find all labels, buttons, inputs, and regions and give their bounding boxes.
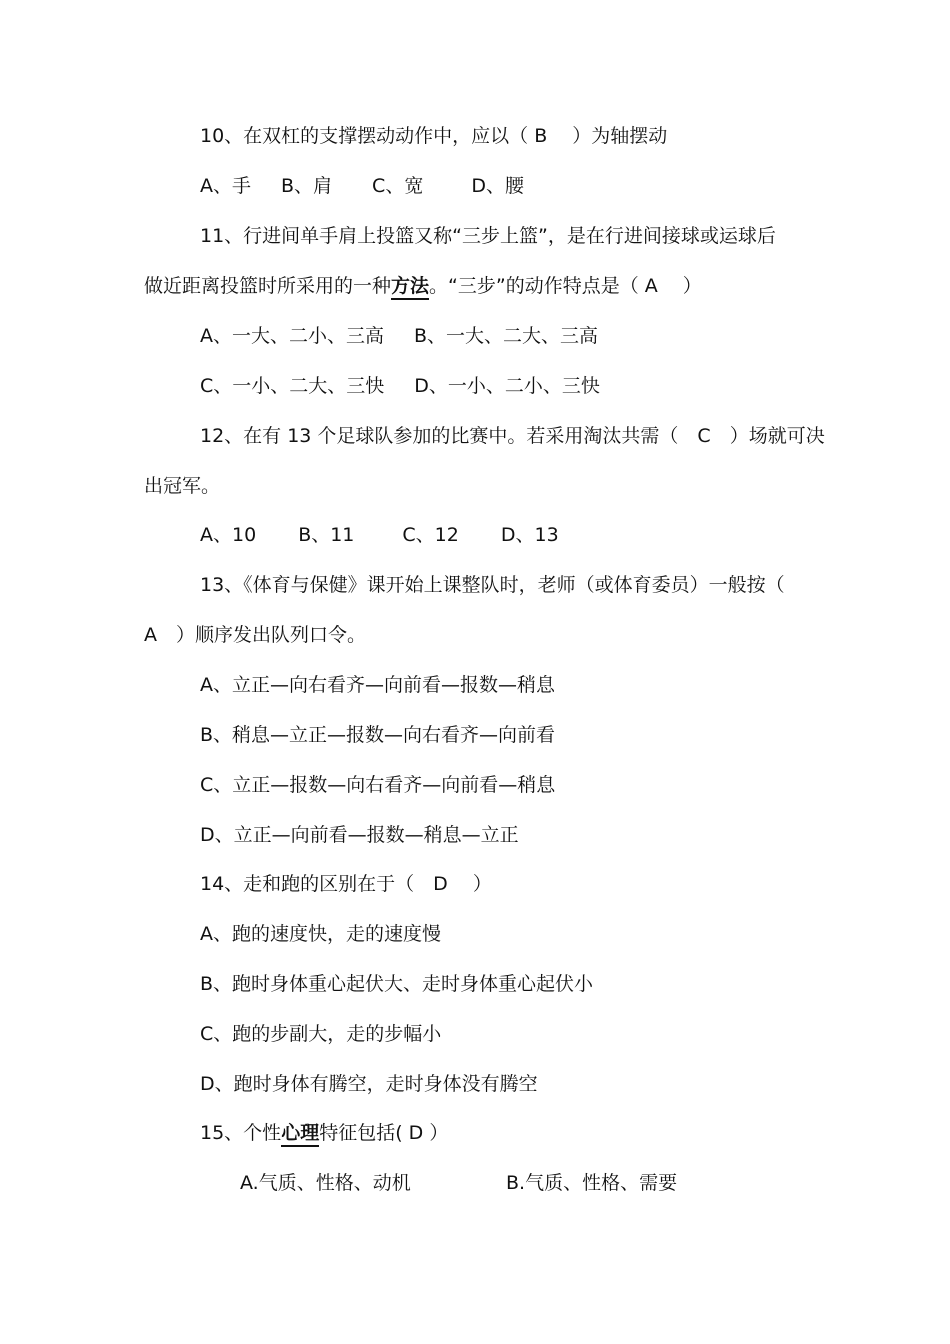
question-12-options bbox=[200, 522, 559, 548]
question-13-option-a: A、立正—向右看齐—向前看—报数—稍息 bbox=[200, 674, 555, 696]
stem-text: 做近距离投篮时所采用的一种 bbox=[144, 275, 392, 297]
question-12-stem-line1: 12、在有 13 个足球队参加的比赛中。若采用淘汰共需（ C ）场就可决 bbox=[200, 425, 825, 447]
question-14-option-a: A、跑的速度快，走的速度慢 bbox=[200, 923, 441, 945]
option-d: D、腰 bbox=[471, 175, 524, 197]
question-14-option-c: C、跑的步副大，走的步幅小 bbox=[200, 1023, 442, 1045]
question-13-option-c: C、立正—报数—向右看齐—向前看—稍息 bbox=[200, 774, 556, 796]
question-11-options-ab bbox=[200, 323, 598, 349]
question-11-stem-line2 bbox=[144, 273, 702, 299]
option-a: A、一大、二小、三高 bbox=[200, 325, 384, 347]
question-13-stem-line2: A ）顺序发出队列口令。 bbox=[144, 624, 366, 646]
question-11-options-cd bbox=[200, 373, 600, 399]
question-10-options bbox=[200, 173, 524, 199]
question-15-option-a: A.气质、性格、动机 bbox=[240, 1172, 411, 1194]
emphasized-term: 心理 bbox=[281, 1122, 319, 1147]
question-11-stem-line1: 11、行进间单手肩上投篮又称“三步上篮”，是在行进间接球或运球后 bbox=[200, 225, 776, 247]
stem-text: 特征包括( D ） bbox=[319, 1122, 449, 1144]
question-13-option-b: B、稍息—立正—报数—向右看齐—向前看 bbox=[200, 724, 556, 746]
option-d: D、一小、二小、三快 bbox=[414, 375, 600, 397]
question-14-stem: 14、走和跑的区别在于（ D ） bbox=[200, 873, 492, 895]
option-c: C、12 bbox=[402, 524, 459, 546]
question-10-stem: 10、在双杠的支撑摆动动作中，应以（ B ）为轴摆动 bbox=[200, 125, 668, 147]
option-a: A、10 bbox=[200, 524, 257, 546]
question-14-option-b: B、跑时身体重心起伏大、走时身体重心起伏小 bbox=[200, 973, 594, 995]
question-13-option-d: D、立正—向前看—报数—稍息—立正 bbox=[200, 824, 519, 846]
option-a: A、手 bbox=[200, 175, 251, 197]
option-c: C、宽 bbox=[372, 175, 424, 197]
option-b: B、肩 bbox=[281, 175, 333, 197]
question-12-stem-line2: 出冠军。 bbox=[144, 475, 221, 497]
option-c: C、一小、二大、三快 bbox=[200, 375, 385, 397]
stem-text: 15、个性 bbox=[200, 1122, 282, 1144]
question-15-stem bbox=[200, 1120, 448, 1146]
question-15-option-b: B.气质、性格、需要 bbox=[506, 1172, 678, 1194]
emphasized-term: 方法 bbox=[391, 275, 429, 300]
option-d: D、13 bbox=[500, 524, 559, 546]
option-b: B、11 bbox=[298, 524, 355, 546]
stem-text: 。“三步”的动作特点是（ A ） bbox=[429, 275, 702, 297]
question-13-stem-line1: 13、《体育与保健》课开始上课整队时，老师（或体育委员）一般按（ bbox=[200, 574, 785, 596]
option-b: B、一大、二大、三高 bbox=[414, 325, 599, 347]
question-14-option-d: D、跑时身体有腾空，走时身体没有腾空 bbox=[200, 1073, 538, 1095]
